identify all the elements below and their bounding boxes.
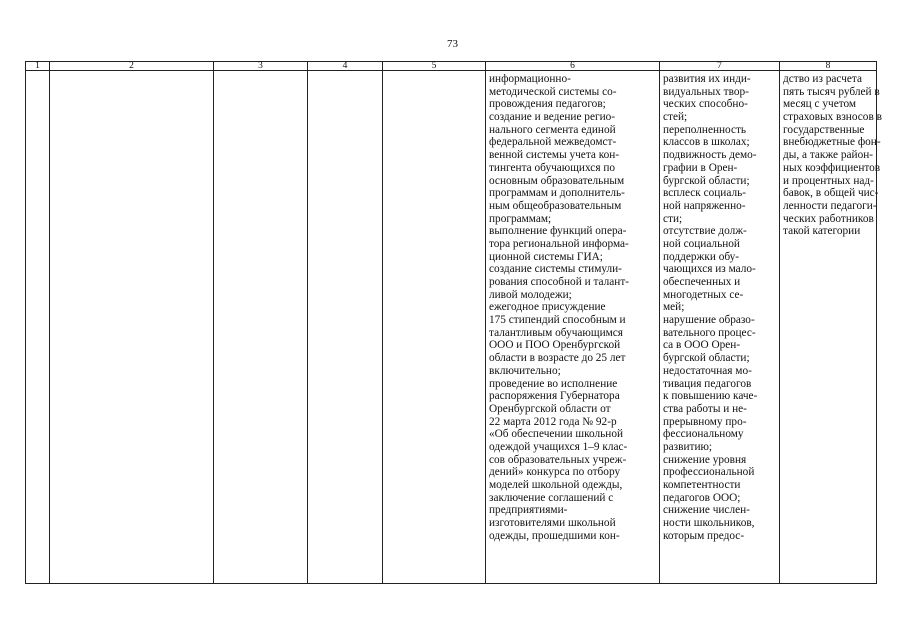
text-line: прерывному про- bbox=[663, 415, 747, 428]
text-line: ности школьников, bbox=[663, 517, 755, 530]
text-line: предприятиями- bbox=[489, 504, 568, 517]
text-line: бургской области; bbox=[663, 352, 750, 365]
cell-column-2 bbox=[50, 71, 214, 584]
text-line: ливой молодежи; bbox=[489, 288, 572, 301]
text-line: месяц с учетом bbox=[783, 98, 857, 111]
text-line: ства работы и не- bbox=[663, 402, 747, 415]
text-line: одеждой учащихся 1–9 клас- bbox=[489, 440, 628, 453]
text-line: изготовителями школьной bbox=[489, 517, 616, 530]
text-line: проведение во исполнение bbox=[489, 377, 618, 390]
text-line: ды, а также район- bbox=[783, 149, 874, 162]
cell-column-4 bbox=[308, 71, 383, 584]
header-row bbox=[26, 62, 877, 71]
text-line: чающихся из мало- bbox=[663, 263, 756, 276]
text-line: провождения педагогов; bbox=[489, 98, 606, 111]
text-line: отсутствие долж- bbox=[663, 225, 747, 238]
text-line: 22 марта 2012 года № 92-р bbox=[489, 415, 617, 428]
text-line: ООО и ПОО Оренбургской bbox=[489, 339, 621, 352]
text-line: ным общеобразовательным bbox=[489, 199, 622, 212]
text-line: ческих работников bbox=[783, 212, 874, 225]
text-line: недостаточная мо- bbox=[663, 364, 752, 377]
text-line: создание системы стимули- bbox=[489, 263, 622, 276]
column7-text bbox=[660, 71, 779, 542]
text-line: программам и дополнитель- bbox=[489, 187, 625, 200]
text-line: страховых взносов в bbox=[783, 111, 882, 124]
text-line: ционной системы ГИА; bbox=[489, 250, 603, 263]
text-line: развития их инди- bbox=[663, 73, 751, 85]
text-line: одежды, прошедшими кон- bbox=[489, 529, 620, 542]
cell-column-7 bbox=[660, 71, 780, 584]
text-line: включительно; bbox=[489, 364, 561, 377]
text-line: поддержки обу- bbox=[663, 250, 740, 263]
text-line: методической системы со- bbox=[489, 85, 617, 98]
text-line: такой категории bbox=[783, 225, 861, 238]
text-line: внебюджетные фон- bbox=[783, 136, 881, 149]
text-line: переполненность bbox=[663, 123, 747, 136]
text-line: венной системы учета кон- bbox=[489, 149, 620, 162]
text-line: фессиональному bbox=[663, 428, 744, 441]
column-header-2: 2 bbox=[50, 62, 214, 71]
text-line: нального сегмента единой bbox=[489, 123, 616, 136]
text-line: основным образовательным bbox=[489, 174, 625, 187]
text-line: обеспеченных и bbox=[663, 276, 741, 288]
text-line: выполнение функций опера- bbox=[489, 225, 627, 238]
text-line: педагогов ООО; bbox=[663, 491, 741, 504]
text-line: бургской области; bbox=[663, 174, 750, 187]
text-line: многодетных се- bbox=[663, 288, 744, 301]
text-line: сов образовательных учреж- bbox=[489, 453, 627, 466]
text-line: снижение уровня bbox=[663, 453, 747, 466]
text-line: профессиональной bbox=[663, 466, 755, 479]
text-line: подвижность демо- bbox=[663, 149, 757, 162]
text-line: сти; bbox=[663, 212, 683, 225]
text-line: ных коэффициентов bbox=[783, 161, 881, 174]
text-line: дений» конкурса по отбору bbox=[489, 466, 621, 479]
text-line: к повышению каче- bbox=[663, 390, 758, 403]
text-line: ежегодное присуждение bbox=[489, 301, 606, 314]
text-line: видуальных твор- bbox=[663, 85, 749, 98]
column-header-7: 7 bbox=[660, 62, 780, 71]
text-line: которым предос- bbox=[663, 529, 745, 542]
text-line: заключение соглашений с bbox=[489, 491, 614, 504]
text-line: ленности педагоги- bbox=[783, 199, 877, 212]
column-header-4: 4 bbox=[308, 62, 383, 71]
text-line: нарушение образо- bbox=[663, 314, 755, 327]
text-line: тивация педагогов bbox=[663, 377, 752, 390]
cell-column-5 bbox=[383, 71, 486, 584]
text-line: информационно- bbox=[489, 73, 571, 85]
text-line: программам; bbox=[489, 212, 552, 225]
text-line: пять тысяч рублей в bbox=[783, 85, 880, 98]
text-line: мей; bbox=[663, 301, 685, 314]
text-line: ческих способно- bbox=[663, 98, 748, 111]
text-line: рования способной и талант- bbox=[489, 276, 630, 288]
content-row bbox=[26, 71, 877, 584]
text-line: области в возрасте до 25 лет bbox=[489, 352, 626, 365]
text-line: создание и ведение регио- bbox=[489, 111, 616, 124]
text-line: бавок, в общей чис- bbox=[783, 187, 879, 200]
page-number: 73 bbox=[447, 38, 458, 50]
text-line: моделей школьной одежды, bbox=[489, 479, 623, 491]
text-line: вательного процес- bbox=[663, 326, 756, 339]
text-line: государственные bbox=[783, 123, 865, 136]
text-line: 175 стипендий способным и bbox=[489, 314, 626, 327]
column-header-1: 1 bbox=[26, 62, 50, 71]
text-line: талантливым обучающимся bbox=[489, 326, 623, 339]
text-line: развитию; bbox=[663, 440, 713, 453]
text-line: са в ООО Орен- bbox=[663, 339, 741, 352]
text-line: компетентности bbox=[663, 479, 741, 491]
text-line: графии в Орен- bbox=[663, 161, 738, 174]
column-header-8: 8 bbox=[780, 62, 877, 71]
column8-text bbox=[780, 71, 882, 238]
text-line: стей; bbox=[663, 111, 688, 124]
cell-column-1 bbox=[26, 71, 50, 584]
text-line: и процентных над- bbox=[783, 174, 874, 187]
text-line: тингента обучающихся по bbox=[489, 161, 616, 174]
column6-text bbox=[486, 71, 659, 542]
text-line: федеральной межведомст- bbox=[489, 136, 617, 149]
text-line: классов в школах; bbox=[663, 136, 750, 149]
text-line: «Об обеспечении школьной bbox=[489, 428, 624, 441]
text-line: снижение числен- bbox=[663, 504, 750, 517]
cell-column-8 bbox=[780, 71, 882, 584]
column-header-5: 5 bbox=[383, 62, 486, 71]
text-line: Оренбургской области от bbox=[489, 402, 611, 415]
text-line: всплеск социаль- bbox=[663, 187, 747, 200]
cell-column-6 bbox=[486, 71, 660, 584]
document-table bbox=[25, 61, 882, 584]
text-line: тора региональной информа- bbox=[489, 237, 629, 250]
cell-column-3 bbox=[214, 71, 308, 584]
text-line: ной социальной bbox=[663, 237, 740, 250]
column-header-6: 6 bbox=[486, 62, 660, 71]
text-line: распоряжения Губернатора bbox=[489, 390, 620, 403]
text-line: ной напряженно- bbox=[663, 199, 746, 212]
column-header-3: 3 bbox=[214, 62, 308, 71]
text-line: дство из расчета bbox=[783, 73, 862, 85]
